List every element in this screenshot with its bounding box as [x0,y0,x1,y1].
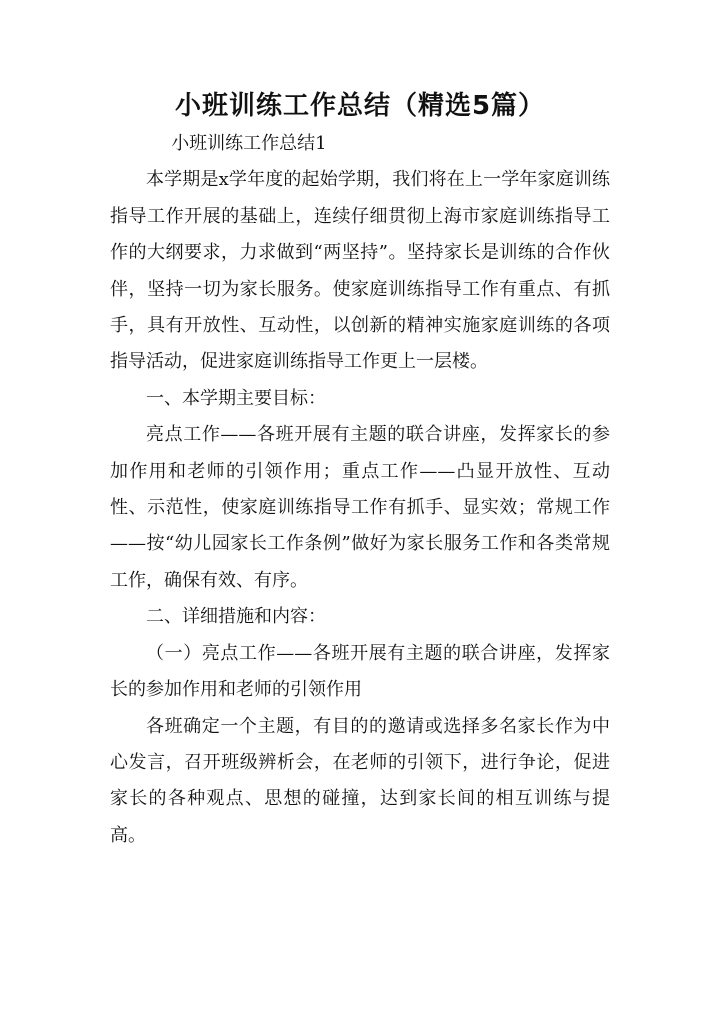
heading-goals: 一、本学期主要目标： [146,387,326,409]
paragraph-highlight-work: 各班确定一个主题，有目的的邀请或选择多名家长作为中心发言，召开班级辨析会，在老师的引领下，进行争论，促进家长的各种观点、思想的碰撞，达到家长间的相互训练与提高。 [110,715,610,846]
section-subtitle: 小班训练工作总结1 [171,133,327,154]
paragraph-intro: 本学期是x学年度的起始学期，我们将在上一学年家庭训练指导工作开展的基础上，连续仔细贯彻上海市家庭训练指导工作的大纲要求，力求做到“两坚持”。坚持家长是训练的合作伙伴，坚持一切为家长服务。使家庭训练指导工作有重点、有抓手，具有开放性、互动性，以创新的精神实施家庭训练的各项指导活动，促进家庭训练指导工作更上一层楼。 [110,169,610,373]
heading-highlight-work: （一）亮点工作——各班开展有主题的联合讲座，发挥家长的参加作用和老师的引领作用 [110,642,610,701]
document-body [110,126,610,854]
heading-measures: 二、详细措施和内容： [146,606,326,628]
document-title: 小班训练工作总结（精选5篇） [174,91,546,121]
paragraph-goals: 亮点工作——各班开展有主题的联合讲座，发挥家长的参加作用和老师的引领作用；重点工作——凸显开放性、互动性、示范性，使家庭训练指导工作有抓手、显实效；常规工作——按“幼儿园家长工作条例”做好为家长服务工作和各类常规工作，确保有效、有序。 [110,424,610,591]
